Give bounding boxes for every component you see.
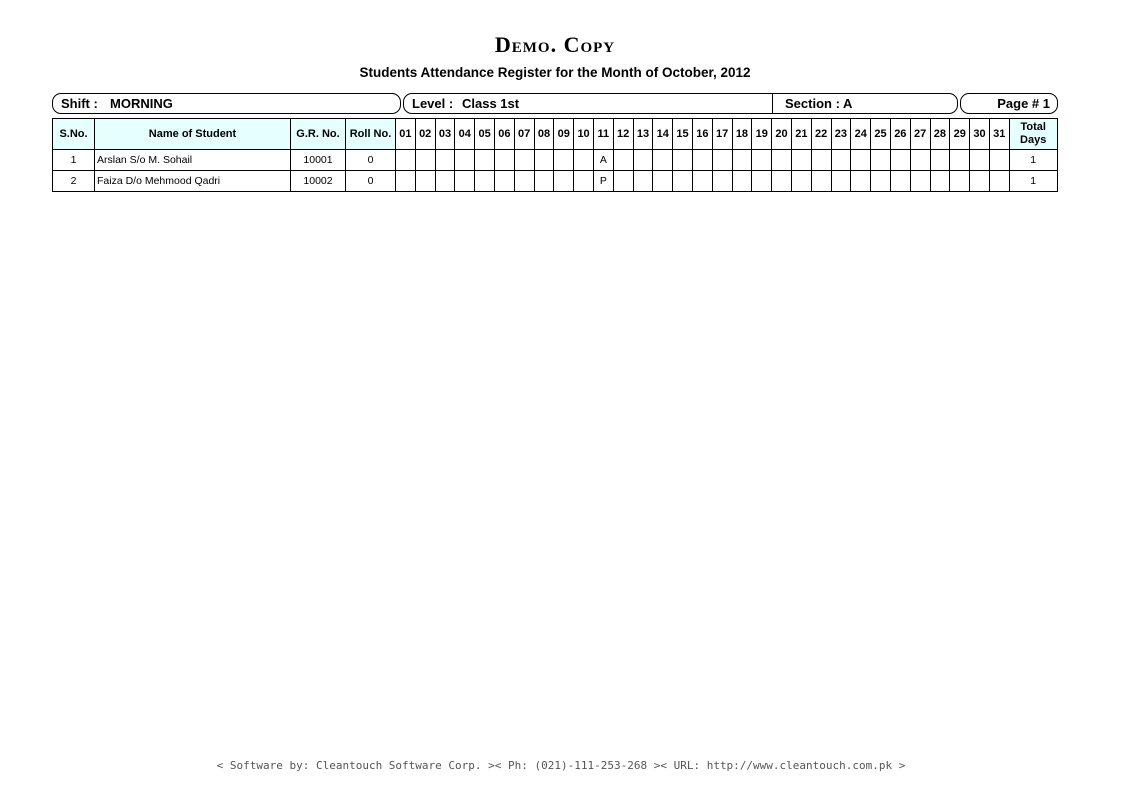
cell-day-30 [970,150,990,171]
cell-day-11: A [593,150,613,171]
cell-day-28 [930,171,950,192]
cell-day-21 [791,150,811,171]
col-header-day-07: 07 [514,119,534,150]
col-header-day-17: 17 [712,119,732,150]
cell-day-14 [653,171,673,192]
cell-day-03 [435,171,455,192]
col-header-day-23: 23 [831,119,851,150]
cell-sno: 1 [53,150,95,171]
cell-total-days: 1 [1009,150,1057,171]
col-header-day-11: 11 [593,119,613,150]
cell-student-name: Faiza D/o Mehmood Qadri [95,171,291,192]
cell-day-24 [851,171,871,192]
cell-day-17 [712,150,732,171]
level-value: Class 1st [462,96,520,111]
col-header-day-31: 31 [989,119,1009,150]
cell-day-27 [910,150,930,171]
col-header-day-27: 27 [910,119,930,150]
col-header-day-15: 15 [673,119,693,150]
section-divider [772,94,773,113]
cell-day-26 [890,171,910,192]
report-title: Demo. Copy [494,32,616,57]
col-header-day-08: 08 [534,119,554,150]
level-label: Level : [412,96,454,111]
cell-day-01 [396,150,416,171]
col-header-day-14: 14 [653,119,673,150]
cell-day-19 [752,171,772,192]
cell-day-10 [574,171,594,192]
cell-day-23 [831,171,851,192]
cell-day-10 [574,150,594,171]
cell-day-30 [970,171,990,192]
cell-roll-no: 0 [346,150,396,171]
col-header-day-16: 16 [692,119,712,150]
cell-day-22 [811,171,831,192]
cell-day-11: P [593,171,613,192]
cell-day-24 [851,150,871,171]
cell-day-05 [475,150,495,171]
col-header-day-10: 10 [574,119,594,150]
col-header-day-28: 28 [930,119,950,150]
cell-day-08 [534,150,554,171]
cell-roll-no: 0 [346,171,396,192]
col-header-day-19: 19 [752,119,772,150]
cell-day-06 [494,171,514,192]
cell-day-25 [871,171,891,192]
cell-day-05 [475,171,495,192]
cell-day-22 [811,150,831,171]
cell-day-16 [692,171,712,192]
cell-day-12 [613,171,633,192]
cell-day-14 [653,150,673,171]
page-number: Page # 1 [997,96,1050,111]
cell-day-04 [455,150,475,171]
col-header-gr: G.R. No. [291,119,346,150]
total-days-line1: Total [1020,121,1046,133]
col-header-day-25: 25 [871,119,891,150]
cell-day-29 [950,150,970,171]
table-row [53,171,1058,192]
cell-total-days: 1 [1009,171,1057,192]
col-header-day-26: 26 [890,119,910,150]
col-header-total-days [1009,119,1057,150]
col-header-day-01: 01 [396,119,416,150]
cell-day-17 [712,171,732,192]
cell-student-name: Arslan S/o M. Sohail [95,150,291,171]
level-section-box [403,93,958,114]
shift-box [52,93,401,114]
cell-day-15 [673,171,693,192]
col-header-day-29: 29 [950,119,970,150]
cell-day-09 [554,171,574,192]
col-header-day-04: 04 [455,119,475,150]
cell-day-13 [633,171,653,192]
col-header-day-13: 13 [633,119,653,150]
table-row [53,150,1058,171]
cell-day-01 [396,171,416,192]
section-label: Section : A [785,96,853,111]
page-box [960,93,1058,114]
attendance-table [52,118,1058,192]
cell-day-13 [633,150,653,171]
cell-day-20 [772,150,792,171]
col-header-day-22: 22 [811,119,831,150]
col-header-name: Name of Student [95,119,291,150]
cell-day-06 [494,150,514,171]
cell-gr-no: 10002 [291,171,346,192]
cell-day-28 [930,150,950,171]
col-header-day-21: 21 [791,119,811,150]
cell-day-27 [910,171,930,192]
cell-gr-no: 10001 [291,150,346,171]
cell-day-21 [791,171,811,192]
cell-day-18 [732,150,752,171]
report-subtitle: Students Attendance Register for the Month of October, 2012 [359,65,751,80]
cell-day-07 [514,171,534,192]
cell-day-02 [415,171,435,192]
cell-day-15 [673,150,693,171]
col-header-day-12: 12 [613,119,633,150]
cell-day-23 [831,150,851,171]
footer-credits: < Software by: Cleantouch Software Corp. >< Ph: (021)-111-253-268 >< URL: http://www.cleantouch.com.pk > [216,759,906,772]
cell-day-04 [455,171,475,192]
cell-day-16 [692,150,712,171]
shift-label: Shift : [61,96,98,111]
cell-day-19 [752,150,772,171]
col-header-day-18: 18 [732,119,752,150]
col-header-sno: S.No. [53,119,95,150]
col-header-day-03: 03 [435,119,455,150]
table-header-row [53,119,1058,150]
cell-day-07 [514,150,534,171]
cell-day-29 [950,171,970,192]
cell-day-31 [989,171,1009,192]
cell-day-20 [772,171,792,192]
shift-value: MORNING [110,96,173,111]
col-header-day-09: 09 [554,119,574,150]
total-days-line2: Days [1020,134,1047,146]
cell-day-12 [613,150,633,171]
cell-day-02 [415,150,435,171]
cell-day-09 [554,150,574,171]
col-header-day-02: 02 [415,119,435,150]
cell-day-26 [890,150,910,171]
col-header-day-06: 06 [494,119,514,150]
col-header-day-05: 05 [475,119,495,150]
col-header-day-20: 20 [772,119,792,150]
col-header-roll: Roll No. [346,119,396,150]
cell-day-08 [534,171,554,192]
cell-day-31 [989,150,1009,171]
cell-day-18 [732,171,752,192]
col-header-day-30: 30 [970,119,990,150]
cell-sno: 2 [53,171,95,192]
col-header-day-24: 24 [851,119,871,150]
cell-day-25 [871,150,891,171]
cell-day-03 [435,150,455,171]
